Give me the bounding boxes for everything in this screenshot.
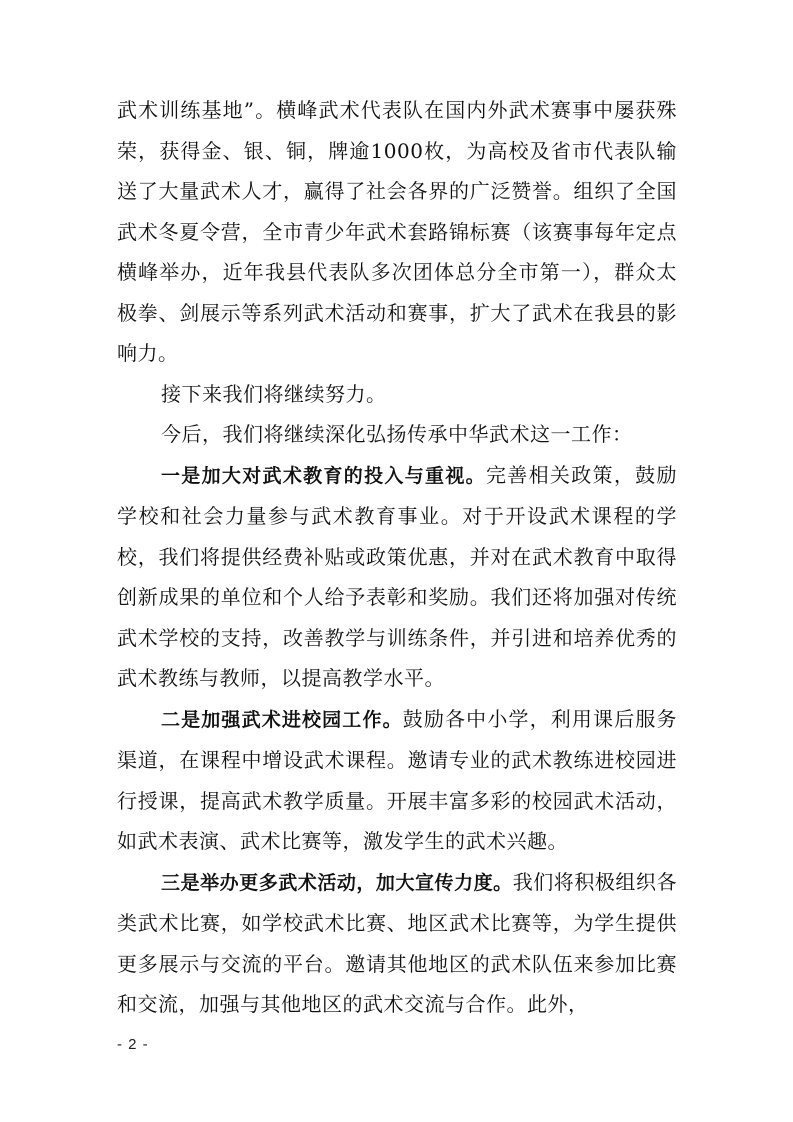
paragraph-text: 完善相关政策，鼓励学校和社会力量参与武术教育事业。对于开设武术课程的学校，我们将提供经费补贴或政策优惠，并对在武术教育中取得创新成果的单位和个人给予表彰和奖励。我们还将加强对传统武术学校的支持，改善教学与训练条件，并引进和培养优秀的武术教练与教师，以提高教学水平。 [117, 462, 677, 690]
paragraph-text: 我们将积极组织各类武术比赛，如学校武术比赛、地区武术比赛等，为学生提供更多展示与交流的平台。邀请其他地区的武术队伍来参加比赛和交流，加强与其他地区的武术交流与合作。此外， [117, 869, 677, 1016]
paragraph-lead: 三是举办更多武术活动，加大宣传力度。 [161, 871, 513, 894]
paragraph-text: 鼓励各中小学，利用课后服务渠道，在课程中增设武术课程。邀请专业的武术教练进校园进行授课，提高武术教学质量。开展丰富多彩的校园武术活动，如武术表演、武术比赛等，激发学生的武术兴趣。 [117, 706, 677, 853]
page-number: - 2 - [117, 1036, 149, 1053]
paragraph-lead: 二是加强武术进校园工作。 [161, 708, 403, 731]
paragraph-text: 武术训练基地”。横峰武术代表队在国内外武术赛事中屡获殊荣，获得金、银、铜，牌逾1000枚，为高校及省市代表队输送了大量武术人才，赢得了社会各界的广泛赞誉。组织了全国武术冬夏令营，全市青少年武术套路锦标赛（该赛事每年定点横峰举办，近年我县代表队多次团体总分全市第一），群众太极拳、剑展示等系列武术活动和赛事，扩大了武术在我县的影响力。 [117, 98, 677, 365]
paragraph-intro [117, 414, 677, 455]
paragraph-point-one [117, 455, 677, 699]
paragraph-point-three [117, 862, 677, 1025]
paragraph-transition [117, 374, 677, 415]
paragraph-continuation [117, 90, 677, 374]
paragraph-text: 今后，我们将继续深化弘扬传承中华武术这一工作： [161, 422, 633, 446]
document-body [117, 90, 677, 1025]
paragraph-text: 接下来我们将继续努力。 [161, 381, 387, 406]
paragraph-lead: 一是加大对武术教育的投入与重视。 [161, 464, 486, 487]
paragraph-point-two [117, 699, 677, 862]
